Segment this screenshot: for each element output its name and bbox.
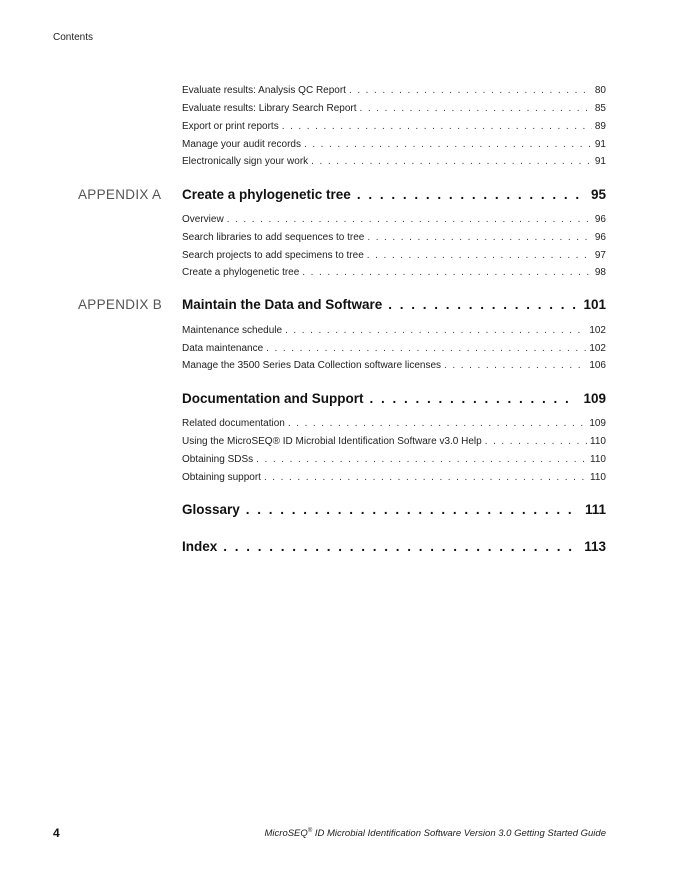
toc-entry-obtaining-support[interactable] [182, 471, 606, 485]
dot-leader [264, 471, 587, 485]
footer-title-prefix: MicroSEQ [264, 828, 308, 840]
toc-entry-search-projects[interactable] [182, 249, 606, 263]
toc-chapter-glossary[interactable] [182, 501, 606, 519]
toc-chapter-index[interactable] [182, 538, 606, 556]
dot-leader [266, 342, 586, 356]
toc-entry-title: Using the MicroSEQ® ID Microbial Identification Software v3.0 Help [182, 436, 482, 447]
toc-entry-page: 97 [594, 250, 606, 261]
dot-leader [282, 120, 592, 134]
toc-chapter-page: 101 [583, 297, 606, 312]
toc-entry-title: Obtaining support [182, 472, 261, 483]
toc-chapter-appendix-b[interactable] [182, 296, 606, 314]
footer-title-suffix: ID Microbial Identification Software Version 3.0 Getting Started Guide [312, 828, 606, 840]
toc-entry-title: Evaluate results: Analysis QC Report [182, 85, 346, 96]
toc-entry-title: Overview [182, 214, 224, 225]
dot-leader [367, 249, 592, 263]
toc-entry-page: 102 [589, 325, 606, 336]
toc-entry-title: Search libraries to add sequences to tree [182, 232, 365, 243]
footer-document-title [265, 828, 607, 839]
toc-entry-overview[interactable] [182, 213, 606, 227]
toc-entry-page: 110 [590, 454, 606, 465]
toc-entry-page: 89 [594, 121, 606, 132]
toc-entry-data-maintenance[interactable] [182, 342, 606, 356]
footer-page-number: 4 [53, 826, 60, 840]
toc-entry-title: Manage your audit records [182, 139, 301, 150]
dot-leader [388, 296, 577, 314]
dot-leader [288, 417, 586, 431]
toc-chapter-appendix-a[interactable] [182, 186, 606, 204]
toc-chapter-page: 109 [583, 391, 606, 406]
toc-entry-title: Evaluate results: Library Search Report [182, 103, 357, 114]
toc-entry-page: 80 [594, 85, 606, 96]
toc-chapter-title: Maintain the Data and Software [182, 297, 383, 312]
toc-entry-page: 102 [589, 343, 606, 354]
toc-entry-page: 98 [594, 267, 606, 278]
toc-entry-audit-records[interactable] [182, 138, 606, 152]
toc-entry-title: Maintenance schedule [182, 325, 283, 336]
dot-leader [370, 390, 578, 408]
toc-entry-page: 91 [594, 139, 606, 150]
toc-entry-library-search-report[interactable] [182, 102, 606, 116]
toc-entry-page: 91 [594, 156, 606, 167]
toc-chapter-title: Index [182, 539, 218, 554]
toc-entry-page: 110 [590, 472, 606, 483]
toc-entry-title: Obtaining SDSs [182, 454, 254, 465]
dot-leader [256, 453, 587, 467]
dot-leader [227, 213, 592, 227]
toc-entry-using-help[interactable] [182, 435, 606, 449]
toc-entry-page: 85 [594, 103, 606, 114]
toc-chapter-page: 95 [590, 187, 606, 202]
dot-leader [304, 138, 592, 152]
appendix-b-label: APPENDIX B [78, 297, 163, 312]
dot-leader [360, 102, 592, 116]
toc-entry-title: Search projects to add specimens to tree [182, 250, 364, 261]
dot-leader [285, 324, 586, 338]
toc-entry-page: 109 [589, 418, 606, 429]
dot-leader [223, 538, 578, 556]
toc-entry-page: 106 [589, 360, 606, 371]
dot-leader [302, 266, 592, 280]
toc-entry-title: Export or print reports [182, 121, 279, 132]
toc-entry-title: Electronically sign your work [182, 156, 309, 167]
toc-chapter-title: Glossary [182, 502, 240, 517]
dot-leader [246, 501, 579, 519]
toc-entry-manage-licenses[interactable] [182, 359, 606, 373]
toc-chapter-page: 113 [584, 539, 606, 554]
dot-leader [349, 84, 592, 98]
dot-leader [485, 435, 587, 449]
toc-entry-page: 96 [594, 214, 606, 225]
appendix-a-label: APPENDIX A [78, 187, 162, 202]
dot-leader [444, 359, 586, 373]
dot-leader [357, 186, 585, 204]
toc-entry-search-libraries[interactable] [182, 231, 606, 245]
toc-entry-electronically-sign[interactable] [182, 155, 606, 169]
running-head: Contents [53, 32, 94, 43]
toc-entry-obtaining-sdss[interactable] [182, 453, 606, 467]
dot-leader [367, 231, 592, 245]
toc-entry-related-documentation[interactable] [182, 417, 606, 431]
toc-chapter-documentation-support[interactable] [182, 390, 606, 408]
toc-entry-title: Create a phylogenetic tree [182, 267, 300, 278]
registered-mark: ® [307, 828, 313, 834]
toc-chapter-title: Documentation and Support [182, 391, 364, 406]
toc-entry-title: Related documentation [182, 418, 285, 429]
toc-entry-title: Manage the 3500 Series Data Collection software licenses [182, 360, 442, 371]
toc-chapter-title: Create a phylogenetic tree [182, 187, 351, 202]
toc-entry-page: 110 [590, 436, 606, 447]
dot-leader [311, 155, 592, 169]
toc-entry-maintenance-schedule[interactable] [182, 324, 606, 338]
toc-entry-create-phylogenetic-tree[interactable] [182, 266, 606, 280]
toc-entry-export-print-reports[interactable] [182, 120, 606, 134]
toc-entry-page: 96 [594, 232, 606, 243]
toc-entry-analysis-qc-report[interactable] [182, 84, 606, 98]
toc-entry-title: Data maintenance [182, 343, 264, 354]
toc-chapter-page: 111 [584, 502, 606, 517]
